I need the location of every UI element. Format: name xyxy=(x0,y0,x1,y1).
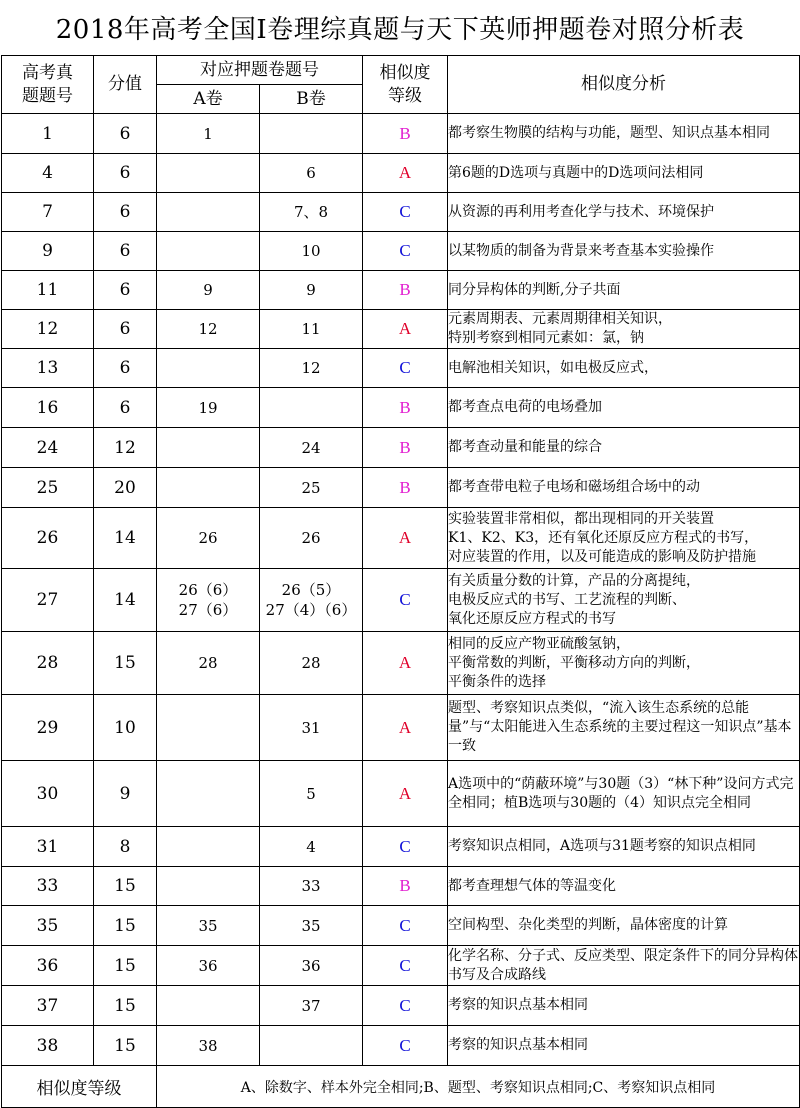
score-cell: 9 xyxy=(94,761,157,827)
paper-a-question-cell: 9 xyxy=(157,271,260,310)
question-number-cell: 26 xyxy=(2,508,94,569)
paper-a-question-cell xyxy=(157,428,260,468)
analysis-cell: 考察的知识点基本相同 xyxy=(448,986,800,1026)
paper-a-question-cell xyxy=(157,827,260,867)
paper-b-question-cell: 6 xyxy=(260,154,363,193)
analysis-cell: 考察的知识点基本相同 xyxy=(448,1026,800,1066)
question-number-cell: 12 xyxy=(2,310,94,349)
paper-b-question-cell xyxy=(260,388,363,428)
table-row xyxy=(2,232,800,271)
paper-b-question-cell: 28 xyxy=(260,632,363,695)
paper-a-question-cell: 26 xyxy=(157,508,260,569)
table-row xyxy=(2,114,800,154)
similarity-grade-cell: C xyxy=(363,569,448,632)
score-cell: 12 xyxy=(94,428,157,468)
analysis-cell: 有关质量分数的计算，产品的分离提纯， 电极反应式的书写、工艺流程的判断、 氧化还原反应方程式的书写 xyxy=(448,569,800,632)
paper-b-question-cell: 9 xyxy=(260,271,363,310)
score-cell: 15 xyxy=(94,906,157,946)
header-question-no: 高考真题题号 xyxy=(2,56,94,114)
similarity-grade-cell: C xyxy=(363,232,448,271)
similarity-grade-cell: C xyxy=(363,349,448,388)
score-cell: 20 xyxy=(94,468,157,508)
table-row xyxy=(2,271,800,310)
paper-a-question-cell: 26（6） 27（6） xyxy=(157,569,260,632)
table-row xyxy=(2,349,800,388)
paper-a-question-cell: 38 xyxy=(157,1026,260,1066)
similarity-grade-cell: C xyxy=(363,906,448,946)
analysis-cell: 考察知识点相同，A选项与31题考察的知识点相同 xyxy=(448,827,800,867)
table-row xyxy=(2,946,800,986)
similarity-grade-cell: B xyxy=(363,428,448,468)
similarity-grade-cell: C xyxy=(363,986,448,1026)
paper-a-question-cell xyxy=(157,867,260,906)
paper-b-question-cell: 24 xyxy=(260,428,363,468)
score-cell: 6 xyxy=(94,232,157,271)
table-body xyxy=(2,114,800,1066)
analysis-cell: 同分异构体的判断,分子共面 xyxy=(448,271,800,310)
question-number-cell: 38 xyxy=(2,1026,94,1066)
header-score: 分值 xyxy=(94,56,157,114)
question-number-cell: 33 xyxy=(2,867,94,906)
analysis-cell: 都考察生物膜的结构与功能，题型、知识点基本相同 xyxy=(448,114,800,154)
paper-a-question-cell: 12 xyxy=(157,310,260,349)
header-analysis: 相似度分析 xyxy=(448,56,800,114)
analysis-cell: A选项中的“荫蔽环境”与30题（3）“林下种”设问方式完全相同；植B选项与30题的（4）知识点完全相同 xyxy=(448,761,800,827)
paper-b-question-cell: 26 xyxy=(260,508,363,569)
similarity-grade-cell: C xyxy=(363,1026,448,1066)
analysis-cell: 都考查点电荷的电场叠加 xyxy=(448,388,800,428)
score-cell: 15 xyxy=(94,986,157,1026)
analysis-cell: 以某物质的制备为背景来考查基本实验操作 xyxy=(448,232,800,271)
score-cell: 8 xyxy=(94,827,157,867)
question-number-cell: 24 xyxy=(2,428,94,468)
table-row xyxy=(2,906,800,946)
comparison-table xyxy=(1,55,800,1108)
paper-b-question-cell: 4 xyxy=(260,827,363,867)
paper-b-question-cell: 33 xyxy=(260,867,363,906)
analysis-cell: 化学名称、分子式、反应类型、限定条件下的同分异构体书写及合成路线 xyxy=(448,946,800,986)
paper-a-question-cell: 35 xyxy=(157,906,260,946)
question-number-cell: 30 xyxy=(2,761,94,827)
paper-b-question-cell: 7、8 xyxy=(260,193,363,232)
similarity-grade-cell: C xyxy=(363,193,448,232)
similarity-grade-cell: A xyxy=(363,310,448,349)
paper-b-question-cell: 25 xyxy=(260,468,363,508)
header-similarity-level: 相似度等级 xyxy=(363,56,448,114)
score-cell: 15 xyxy=(94,946,157,986)
table-row xyxy=(2,986,800,1026)
paper-b-question-cell: 12 xyxy=(260,349,363,388)
similarity-grade-cell: B xyxy=(363,867,448,906)
score-cell: 6 xyxy=(94,193,157,232)
paper-a-question-cell: 28 xyxy=(157,632,260,695)
analysis-cell: 都考查动量和能量的综合 xyxy=(448,428,800,468)
paper-b-question-cell: 37 xyxy=(260,986,363,1026)
page-title: 2018年高考全国I卷理综真题与天下英师押题卷对照分析表 xyxy=(55,15,745,45)
analysis-cell: 都考查理想气体的等温变化 xyxy=(448,867,800,906)
score-cell: 6 xyxy=(94,310,157,349)
header-corresponding: 对应押题卷题号 xyxy=(157,56,363,85)
paper-a-question-cell xyxy=(157,695,260,761)
paper-a-question-cell xyxy=(157,154,260,193)
score-cell: 15 xyxy=(94,632,157,695)
table-row xyxy=(2,632,800,695)
table-row xyxy=(2,827,800,867)
score-cell: 14 xyxy=(94,569,157,632)
paper-b-question-cell: 36 xyxy=(260,946,363,986)
analysis-cell: 实验装置非常相似，都出现相同的开关装置 K1、K2、K3，还有氧化还原反应方程式的书写， 对应装置的作用，以及可能造成的影响及防护措施 xyxy=(448,508,800,569)
question-number-cell: 29 xyxy=(2,695,94,761)
question-number-cell: 36 xyxy=(2,946,94,986)
paper-b-question-cell: 31 xyxy=(260,695,363,761)
paper-a-question-cell: 36 xyxy=(157,946,260,986)
similarity-grade-cell: B xyxy=(363,468,448,508)
score-cell: 6 xyxy=(94,114,157,154)
score-cell: 6 xyxy=(94,154,157,193)
analysis-cell: 题型、考察知识点类似，“流入该生态系统的总能量”与“太阳能进入生态系统的主要过程这一知识点”基本一致 xyxy=(448,695,800,761)
table-row xyxy=(2,193,800,232)
analysis-cell: 第6题的D选项与真题中的D选项问法相同 xyxy=(448,154,800,193)
analysis-cell: 电解池相关知识，如电极反应式， xyxy=(448,349,800,388)
similarity-grade-cell: B xyxy=(363,388,448,428)
paper-b-question-cell: 11 xyxy=(260,310,363,349)
score-cell: 6 xyxy=(94,349,157,388)
paper-b-question-cell: 35 xyxy=(260,906,363,946)
analysis-cell: 元素周期表、元素周期律相关知识， 特别考察到相同元素如：氯，钠 xyxy=(448,310,800,349)
question-number-cell: 31 xyxy=(2,827,94,867)
score-cell: 10 xyxy=(94,695,157,761)
table-row xyxy=(2,867,800,906)
similarity-grade-cell: B xyxy=(363,114,448,154)
similarity-grade-cell: A xyxy=(363,761,448,827)
table-row xyxy=(2,388,800,428)
score-cell: 15 xyxy=(94,1026,157,1066)
paper-a-question-cell xyxy=(157,986,260,1026)
score-cell: 6 xyxy=(94,271,157,310)
question-number-cell: 27 xyxy=(2,569,94,632)
paper-b-question-cell: 10 xyxy=(260,232,363,271)
analysis-cell: 都考查带电粒子电场和磁场组合场中的动 xyxy=(448,468,800,508)
paper-a-question-cell: 1 xyxy=(157,114,260,154)
paper-b-question-cell: 26（5） 27（4）（6） xyxy=(260,569,363,632)
similarity-grade-cell: C xyxy=(363,827,448,867)
question-number-cell: 1 xyxy=(2,114,94,154)
table-row xyxy=(2,310,800,349)
question-number-cell: 9 xyxy=(2,232,94,271)
paper-a-question-cell: 19 xyxy=(157,388,260,428)
question-number-cell: 37 xyxy=(2,986,94,1026)
similarity-grade-cell: A xyxy=(363,508,448,569)
similarity-grade-cell: A xyxy=(363,695,448,761)
table-row xyxy=(2,761,800,827)
table-row xyxy=(2,468,800,508)
score-cell: 6 xyxy=(94,388,157,428)
paper-a-question-cell xyxy=(157,468,260,508)
table-row xyxy=(2,695,800,761)
analysis-cell: 从资源的再利用考查化学与技术、环境保护 xyxy=(448,193,800,232)
question-number-cell: 7 xyxy=(2,193,94,232)
analysis-cell: 相同的反应产物亚硫酸氢钠， 平衡常数的判断，平衡移动方向的判断， 平衡条件的选择 xyxy=(448,632,800,695)
score-cell: 15 xyxy=(94,867,157,906)
question-number-cell: 4 xyxy=(2,154,94,193)
question-number-cell: 11 xyxy=(2,271,94,310)
paper-a-question-cell xyxy=(157,232,260,271)
table-row xyxy=(2,428,800,468)
header-paper-b: B卷 xyxy=(260,85,363,114)
similarity-grade-cell: B xyxy=(363,271,448,310)
paper-a-question-cell xyxy=(157,349,260,388)
score-cell: 14 xyxy=(94,508,157,569)
footer-legend: A、除数字、样本外完全相同;B、题型、考察知识点相同;C、考察知识点相同 xyxy=(157,1066,800,1108)
similarity-grade-cell: A xyxy=(363,632,448,695)
similarity-grade-cell: A xyxy=(363,154,448,193)
question-number-cell: 35 xyxy=(2,906,94,946)
header-paper-a: A卷 xyxy=(157,85,260,114)
table-row xyxy=(2,508,800,569)
paper-a-question-cell xyxy=(157,193,260,232)
question-number-cell: 25 xyxy=(2,468,94,508)
question-number-cell: 28 xyxy=(2,632,94,695)
table-row xyxy=(2,1026,800,1066)
table-row xyxy=(2,569,800,632)
question-number-cell: 13 xyxy=(2,349,94,388)
footer-label: 相似度等级 xyxy=(2,1066,157,1108)
analysis-cell: 空间构型、杂化类型的判断，晶体密度的计算 xyxy=(448,906,800,946)
paper-b-question-cell xyxy=(260,1026,363,1066)
paper-b-question-cell xyxy=(260,114,363,154)
paper-b-question-cell: 5 xyxy=(260,761,363,827)
table-row xyxy=(2,154,800,193)
question-number-cell: 16 xyxy=(2,388,94,428)
paper-a-question-cell xyxy=(157,761,260,827)
similarity-grade-cell: C xyxy=(363,946,448,986)
